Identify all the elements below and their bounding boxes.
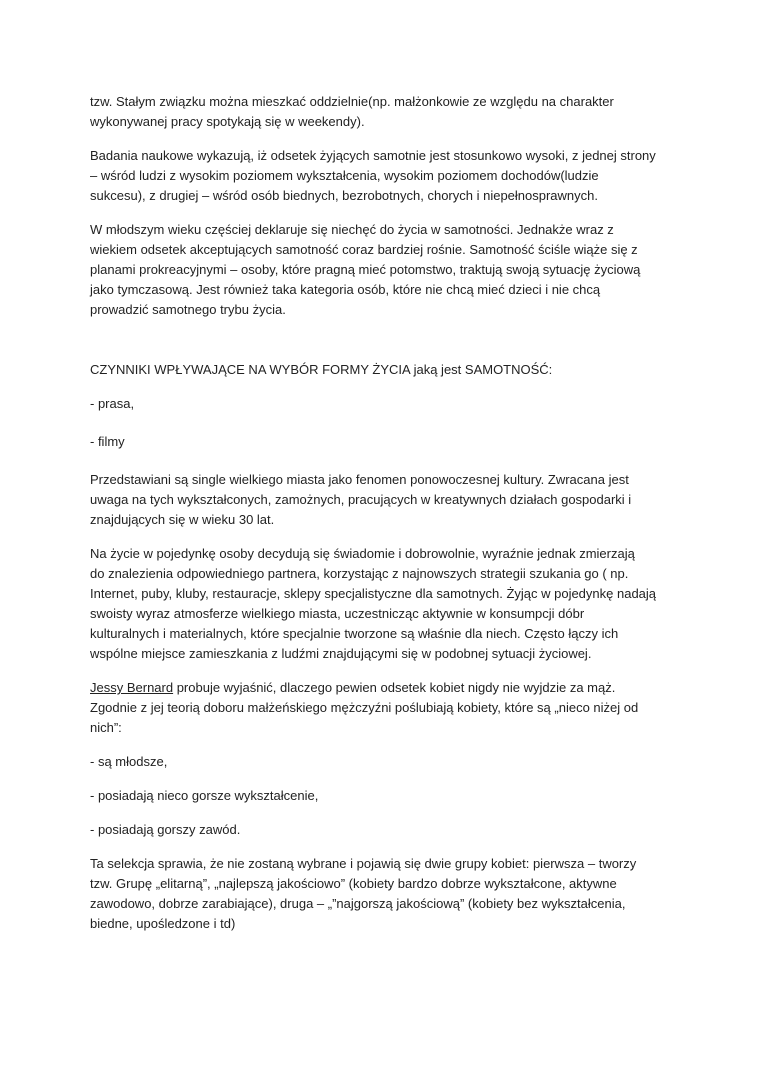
text-line: prowadzić samotnego trybu życia.: [90, 302, 286, 317]
text-line: jako tymczasową. Jest również taka kategoria osób, które nie chcą mieć dzieci i nie chcą: [90, 282, 601, 297]
text-line: probuje wyjaśnić, dlaczego pewien odsetek kobiet nigdy nie wyjdzie za mąż.: [173, 680, 616, 695]
text-line: swoisty wyraz atmosferze wielkiego miasta, uczestnicząc aktywnie w konsumpcji dóbr: [90, 606, 585, 621]
paragraph: [90, 146, 690, 206]
text-line: Ta selekcja sprawia, że nie zostaną wybrane i pojawią się dwie grupy kobiet: pierwsza – tworzy: [90, 856, 637, 871]
text-line: tzw. Stałym związku można mieszkać oddzielnie(np. małżonkowie ze względu na charakter: [90, 94, 614, 109]
text-line: uwaga na tych wykształconych, zamożnych, pracujących w kreatywnych działach gospodarki i: [90, 492, 632, 507]
text-line: W młodszym wieku częściej deklaruje się niechęć do życia w samotności. Jednakże wraz z: [90, 222, 614, 237]
text-line: zawodowo, dobrze zarabiające), druga – „”najgorszą jakościową” (kobiety bez wykształcenia,: [90, 896, 626, 911]
paragraph: [90, 220, 690, 320]
list-item: - filmy: [90, 434, 125, 449]
text-line: planami prokreacyjnymi – osoby, które pragną mieć potomstwo, traktują swoją sytuację życiową: [90, 262, 641, 277]
text-line: Internet, puby, kluby, restauracje, sklepy specjalistyczne dla samotnych. Żyjąc w pojedynkę nadają: [90, 586, 657, 601]
text-line: biedne, upośledzone i td): [90, 916, 236, 931]
list-item: - posiadają nieco gorsze wykształcenie,: [90, 788, 319, 803]
text-line: wiekiem odsetek akceptujących samotność coraz bardziej rośnie. Samotność ściśle wiąże się z: [90, 242, 638, 257]
text-line: wspólne miejsce zamieszkania z ludźmi znajdującymi się w podobnej sytuacji życiowej.: [90, 646, 592, 661]
text-line: sukcesu), z drugiej – wśród osób biednych, bezrobotnych, chorych i niepełnosprawnych.: [90, 188, 598, 203]
author-link[interactable]: Jessy Bernard: [90, 680, 174, 695]
section-heading: CZYNNIKI WPŁYWAJĄCE NA WYBÓR FORMY ŻYCIA jaką jest SAMOTNOŚĆ:: [90, 362, 553, 377]
list-item: - prasa,: [90, 396, 135, 411]
text-line: znajdujących się w wieku 30 lat.: [90, 512, 275, 527]
text-line: Przedstawiani są single wielkiego miasta jako fenomen ponowoczesnej kultury. Zwracana jest: [90, 472, 629, 487]
text-line: do znalezienia odpowiedniego partnera, korzystając z najnowszych strategii szukania go ( np.: [90, 566, 629, 581]
paragraph: [90, 92, 690, 132]
text-line: nich”:: [90, 720, 122, 735]
text-line: Zgodnie z jej teorią doboru małżeńskiego mężczyźni poślubiają kobiety, które są „nieco niżej od: [90, 700, 639, 715]
text-line: tzw. Grupę „elitarną”, „najlepszą jakościowo” (kobiety bardzo dobrze wykształcone, aktywne: [90, 876, 617, 891]
text-line: Badania naukowe wykazują, iż odsetek żyjących samotnie jest stosunkowo wysoki, z jednej strony: [90, 148, 656, 163]
document-body: [90, 92, 690, 934]
paragraph: [90, 678, 690, 738]
list-item: - są młodsze,: [90, 754, 168, 769]
paragraph: [90, 470, 690, 530]
text-line: wykonywanej pracy spotykają się w weekendy).: [90, 114, 365, 129]
list-item: - posiadają gorszy zawód.: [90, 822, 241, 837]
text-line: kulturalnych i materialnych, które specjalnie tworzone są właśnie dla niech. Często łączy ich: [90, 626, 619, 641]
text-line: Na życie w pojedynkę osoby decydują się świadomie i dobrowolnie, wyraźnie jednak zmierzają: [90, 546, 635, 561]
paragraph: [90, 544, 690, 664]
text-line: – wśród ludzi z wysokim poziomem wykształcenia, wysokim poziomem dochodów(ludzie: [90, 168, 599, 183]
paragraph: [90, 854, 690, 934]
